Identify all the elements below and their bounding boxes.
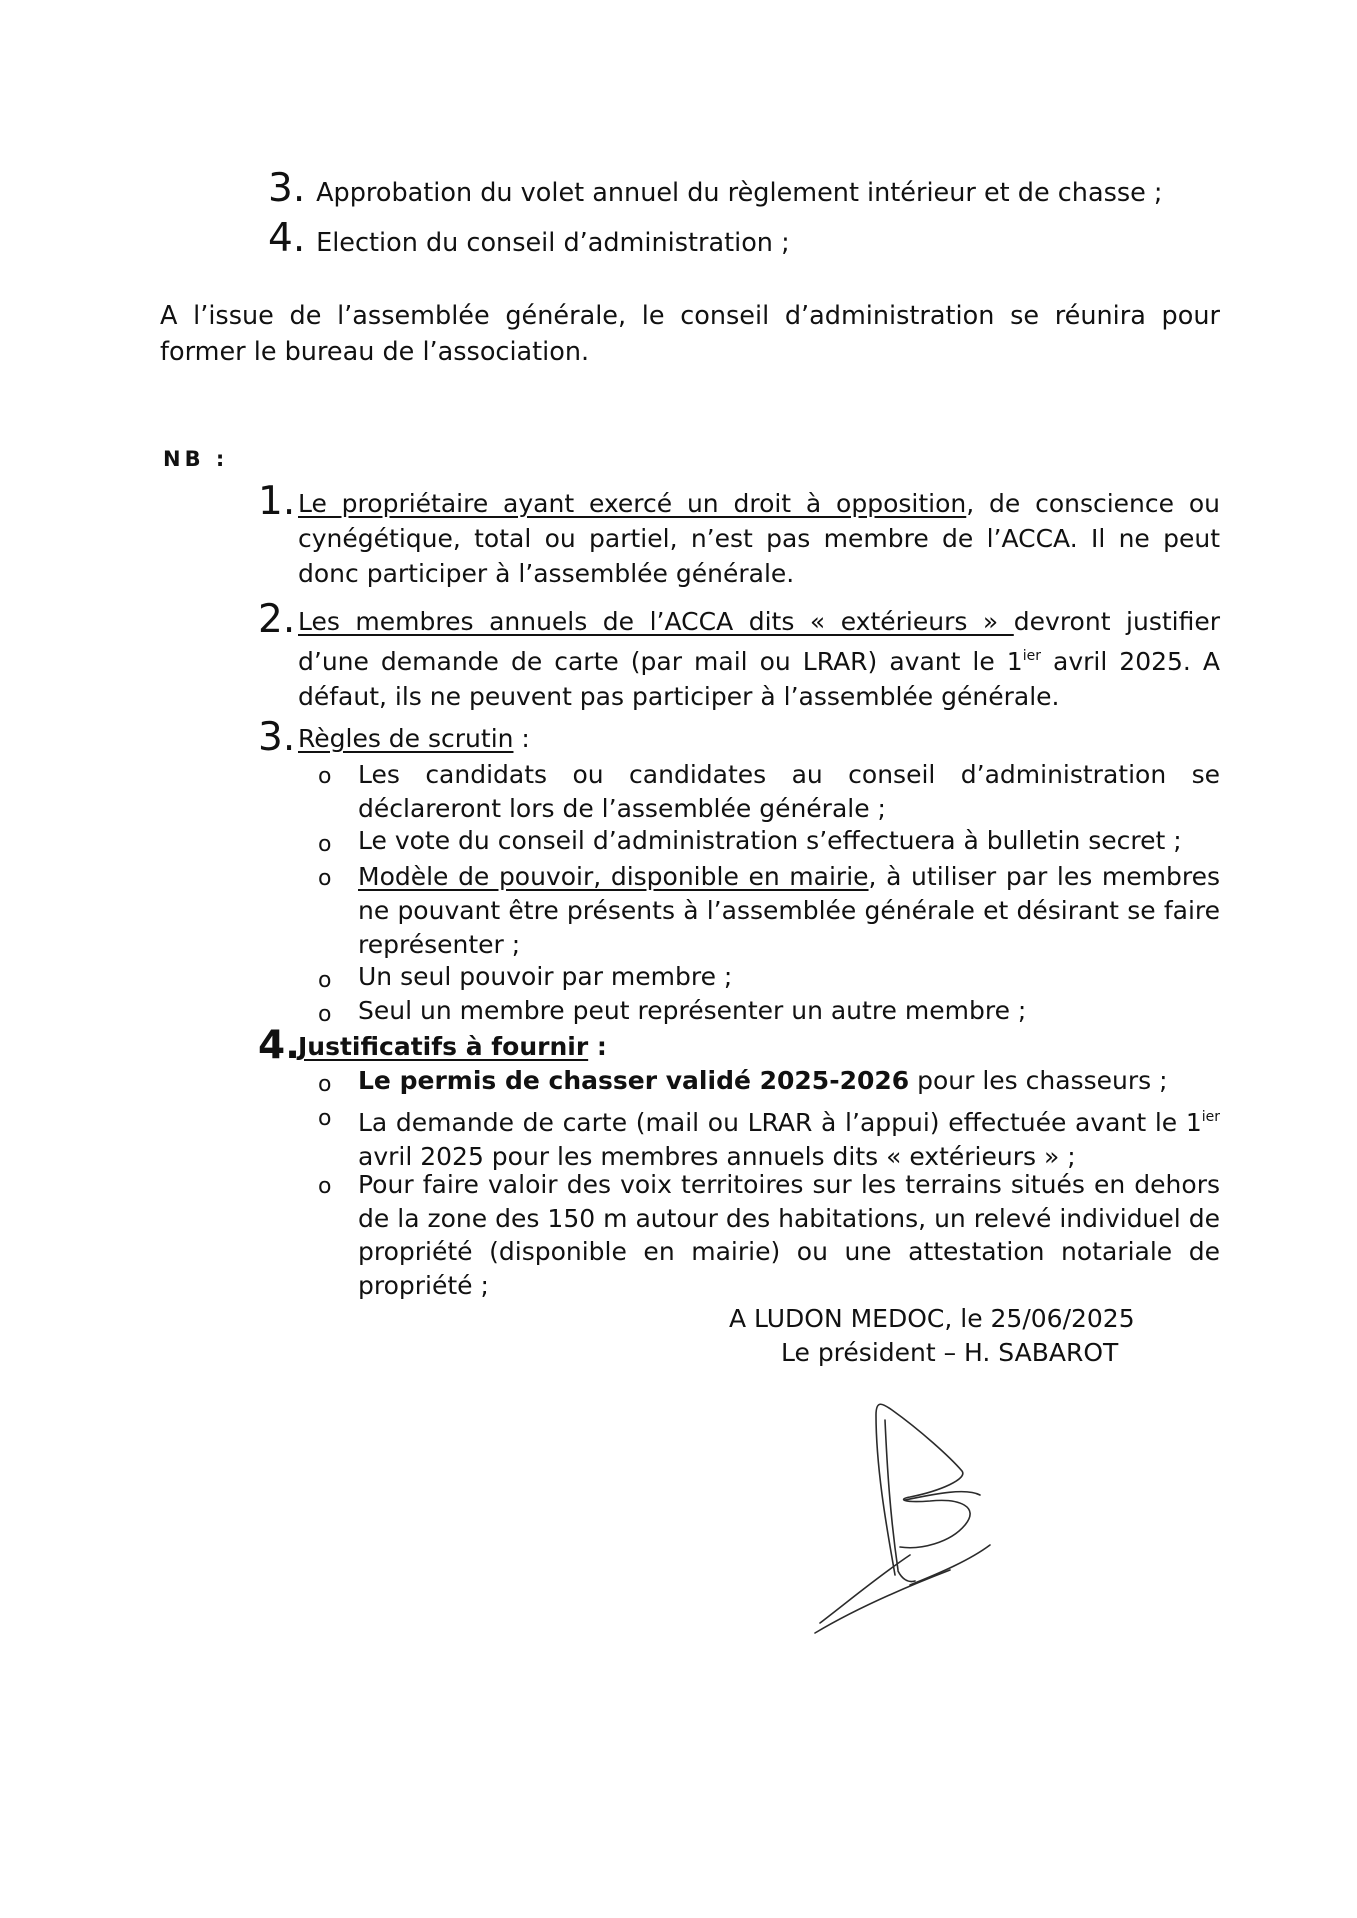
bullet-marker: o — [318, 1106, 332, 1131]
nb-number-1: 1. — [258, 479, 296, 524]
nb-heading: NB : — [163, 447, 229, 471]
bullet-marker: o — [318, 764, 332, 789]
closing-paragraph: A l’issue de l’assemblée générale, le conseil d’administration se réunira pour former le bureau de l’association. — [160, 301, 1220, 367]
bullet-marker: o — [318, 1174, 332, 1199]
handwritten-signature — [790, 1395, 1010, 1645]
agenda-item-4 — [268, 216, 790, 261]
justif-bullet-2-text-a: La demande de carte (mail ou LRAR à l’appui) effectuée avant le 1 — [358, 1108, 1202, 1137]
nb-item-2-sup: ier — [1022, 648, 1041, 664]
scrutin-bullet-3 — [358, 860, 1220, 962]
justif-bullet-2 — [358, 1100, 1220, 1174]
agenda-number: 3. — [268, 166, 306, 211]
scrutin-bullet-4: Un seul pouvoir par membre ; — [358, 962, 733, 991]
bullet-marker: o — [318, 866, 332, 891]
nb-number-4: 4. — [258, 1023, 300, 1068]
place-date: A LUDON MEDOC, le 25/06/2025 — [729, 1304, 1135, 1333]
nb-item-4-underlined: Justificatifs à fournir — [298, 1032, 589, 1061]
nb-item-1-underlined: Le propriétaire ayant exercé un droit à opposition — [298, 489, 967, 518]
scrutin-bullet-3-underlined: Modèle de pouvoir, disponible en mairie — [358, 862, 869, 891]
justif-bullet-1-text: pour les chasseurs ; — [909, 1066, 1168, 1095]
nb-item-2-underlined: Les membres annuels de l’ACCA dits « extérieurs » — [298, 607, 1014, 636]
bullet-marker: o — [318, 968, 332, 993]
nb-item-4-suffix: : — [588, 1032, 607, 1061]
signatory: Le président – H. SABAROT — [781, 1338, 1119, 1367]
justif-bullet-2-text-b: avril 2025 pour les membres annuels dits « extérieurs » ; — [358, 1142, 1076, 1171]
justif-bullet-2-sup: ier — [1201, 1109, 1220, 1125]
justif-bullet-1 — [358, 1066, 1168, 1095]
scrutin-bullet-3-text: , à utiliser par les membres ne pouvant être présents à l’assemblée générale et désirant se faire représenter ; — [358, 862, 1220, 959]
bullet-marker: o — [318, 1002, 332, 1027]
agenda-item-3 — [268, 166, 1163, 211]
nb-item-1 — [298, 486, 1220, 591]
nb-item-1-text: , de conscience ou cynégétique, total ou partiel, n’est pas membre de l’ACCA. Il ne peut donc participer à l’assemblée générale. — [298, 489, 1220, 588]
agenda-text: Approbation du volet annuel du règlement intérieur et de chasse ; — [316, 178, 1163, 208]
scrutin-bullet-1: Les candidats ou candidates au conseil d’administration se déclareront lors de l’assemblée générale ; — [358, 760, 1220, 823]
agenda-number: 4. — [268, 216, 306, 261]
agenda-text: Election du conseil d’administration ; — [316, 228, 790, 258]
nb-number-3: 3. — [258, 715, 296, 760]
justif-bullet-1-bold: Le permis de chasser validé 2025-2026 — [358, 1066, 910, 1095]
bullet-marker: o — [318, 1072, 332, 1097]
nb-item-4-heading — [298, 1032, 607, 1061]
scrutin-bullet-5: Seul un membre peut représenter un autre membre ; — [358, 996, 1027, 1025]
nb-item-3-suffix: : — [513, 724, 530, 753]
justif-bullet-3: Pour faire valoir des voix territoires sur les terrains situés en dehors de la zone des 150 m autour des habitations, un relevé individuel de propriété (disponible en mairie) ou une attestation notariale de propriété ; — [358, 1170, 1220, 1300]
nb-item-2-text-a: devront justifier d’une demande de carte (par mail ou LRAR) avant le 1 — [298, 607, 1221, 676]
nb-item-3-underlined: Règles de scrutin — [298, 724, 514, 753]
scrutin-bullet-2: Le vote du conseil d’administration s’effectuera à bulletin secret ; — [358, 826, 1182, 855]
nb-number-2: 2. — [258, 597, 296, 642]
nb-item-3-heading — [298, 724, 530, 753]
nb-item-2-text-b: avril 2025. A défaut, ils ne peuvent pas participer à l’assemblée générale. — [298, 647, 1221, 711]
bullet-marker: o — [318, 832, 332, 857]
nb-item-2 — [298, 604, 1220, 714]
